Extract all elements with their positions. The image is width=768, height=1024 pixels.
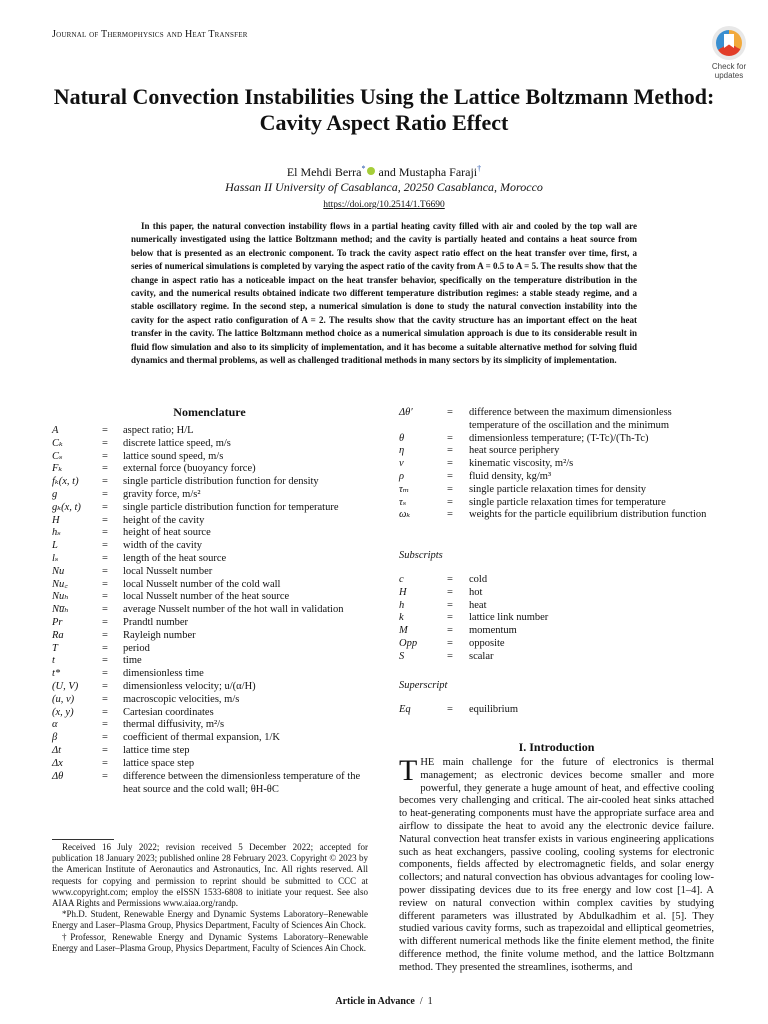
nomenclature-definition: local Nusselt number bbox=[123, 565, 213, 577]
paper-title: Natural Convection Instabilities Using the Lattice Boltzmann Method: Cavity Aspect Ratio Effect bbox=[53, 84, 715, 135]
nomenclature-equals: = bbox=[102, 489, 108, 500]
nomenclature-definition: local Nusselt number of the heat source bbox=[123, 591, 290, 603]
nomenclature-symbol: A bbox=[52, 425, 59, 436]
nomenclature-definition: discrete lattice speed, m/s bbox=[123, 437, 231, 449]
nomenclature-definition: dimensionless velocity; u/(α/H) bbox=[123, 681, 256, 692]
nomenclature-symbol: H bbox=[399, 586, 407, 598]
nomenclature-definition: gravity force, m/s² bbox=[123, 489, 201, 500]
nomenclature-symbol: ρ bbox=[399, 471, 405, 482]
nomenclature-symbol: (U, V) bbox=[52, 681, 79, 692]
footer-label: Article in Advance bbox=[335, 996, 415, 1007]
author-2: Mustapha Faraji bbox=[398, 165, 478, 179]
nomenclature-equals: = bbox=[102, 757, 108, 769]
nomenclature-definition: local Nusselt number of the cold wall bbox=[123, 578, 281, 590]
subscripts-heading: Subscripts bbox=[399, 550, 443, 561]
nomenclature-symbol: c bbox=[399, 574, 404, 585]
nomenclature-equals: = bbox=[102, 745, 108, 756]
nomenclature-equals: = bbox=[447, 612, 453, 624]
badge-line2: updates bbox=[714, 71, 744, 80]
footnote-author-1: *Ph.D. Student, Renewable Energy and Dynamic Systems Laboratory–Renewable Energy and Laser–Plasma Group, Physics Department, Faculty of Sciences Ain Chock. bbox=[52, 909, 368, 931]
footnote-author-2: †Professor, Renewable Energy and Dynamic Systems Laboratory–Renewable Energy and Laser–Plasma Group, Physics Department, Faculty of Sciences Ain Chock. bbox=[52, 931, 368, 953]
nomenclature-definition: width of the cavity bbox=[123, 540, 203, 552]
nomenclature-definition: scalar bbox=[469, 650, 494, 662]
badge-line1: Check for bbox=[711, 62, 747, 71]
bookmark-icon bbox=[712, 26, 746, 60]
author-2-footnote-mark[interactable]: † bbox=[477, 164, 482, 173]
nomenclature-definition: difference between the maximum dimensionless temperature of the oscillation and the minimum bbox=[469, 407, 672, 431]
nomenclature-equals: = bbox=[102, 463, 108, 475]
footnote-divider bbox=[52, 839, 114, 840]
nomenclature-equals: = bbox=[102, 732, 108, 744]
nomenclature-equals: = bbox=[102, 437, 108, 449]
nomenclature-symbol: Δθ′ bbox=[399, 407, 413, 418]
nomenclature-symbol: g bbox=[52, 489, 58, 500]
nomenclature-definition: equilibrium bbox=[469, 704, 518, 715]
nomenclature-equals: = bbox=[447, 471, 453, 482]
nomenclature-symbol: k bbox=[399, 612, 404, 624]
nomenclature-equals: = bbox=[102, 706, 108, 718]
check-for-updates-badge[interactable] bbox=[704, 26, 754, 82]
nomenclature-title: Nomenclature bbox=[173, 405, 246, 419]
page-number: 1 bbox=[427, 996, 433, 1007]
nomenclature-symbol: Nu̅ₕ bbox=[52, 604, 69, 616]
nomenclature-equals: = bbox=[102, 681, 108, 692]
nomenclature-definition: time bbox=[123, 655, 142, 667]
nomenclature-symbol: lₛ bbox=[52, 553, 59, 564]
nomenclature-symbol: t bbox=[52, 655, 55, 667]
authors bbox=[0, 164, 768, 180]
nomenclature-equals: = bbox=[447, 625, 453, 637]
nomenclature-equals: = bbox=[447, 599, 453, 611]
nomenclature-definition: single particle distribution function for temperature bbox=[123, 501, 339, 513]
nomenclature-equals: = bbox=[102, 514, 108, 526]
nomenclature-definition: single particle relaxation times for density bbox=[469, 483, 646, 495]
nomenclature-definition: weights for the particle equilibrium distribution function bbox=[469, 509, 707, 521]
nomenclature-equals: = bbox=[447, 496, 453, 508]
nomenclature-symbol: ωₖ bbox=[399, 509, 411, 521]
nomenclature-equals: = bbox=[102, 578, 108, 590]
nomenclature-definition: Rayleigh number bbox=[123, 629, 196, 641]
nomenclature-symbol: Nu bbox=[52, 565, 65, 577]
nomenclature-symbol: Ra bbox=[52, 629, 64, 641]
nomenclature-symbol: Eq bbox=[399, 704, 411, 715]
abstract: In this paper, the natural convection instability flows in a partial heating cavity filled with air and cooled by the top wall are numerically investigated using the lattice Boltzmann method; and the cavity is partially heated and contains a heat source from below that is presented as an electronic component. To track the cavity aspect ratio effect on the heat transfer over time, first, a series of numerical simulations is completed by varying the aspect ratio of the cavity from A = 0.5 to A = 5. The results show that the change in aspect ratio has a noticeable impact on the heat transfer behavior, specifically on the temperature distribution in the cavity, and the numerical results obtained indicate two different temperature distribution regimes: a stable steady regime, and a stable oscillatory regime. In the second step, a numerical simulation is done to study the natural convection instability into the cavity for the aspect ratio configuration of A = 2. The results show that the cavity structure has an important effect on the heat transfer in the cavity. The lattice Boltzmann method choice as a numerical simulation approach is due to its considerable result in fluid flow simulation and also to its simplicity of implementation, and it has become a suitable alternative method for solving fluid dynamics and thermal problems, as well as challenged traditional methods in many sectors by its simplicity of implementation. bbox=[131, 221, 637, 366]
nomenclature-symbol: H bbox=[52, 514, 60, 526]
nomenclature-symbol: η bbox=[399, 445, 405, 457]
footnotes bbox=[52, 842, 368, 954]
nomenclature-symbol: h bbox=[399, 599, 405, 611]
nomenclature-symbol: Pr bbox=[52, 617, 63, 628]
nomenclature-definition: thermal diffusivity, m²/s bbox=[123, 719, 225, 731]
nomenclature-symbol: ν bbox=[399, 458, 404, 470]
nomenclature-equals: = bbox=[102, 450, 108, 462]
nomenclature-definition: heat source periphery bbox=[469, 445, 560, 457]
nomenclature-equals: = bbox=[447, 483, 453, 495]
author-1: El Mehdi Berra bbox=[286, 165, 362, 179]
nomenclature-symbol: fₖ(x, t) bbox=[52, 476, 79, 488]
nomenclature-equals: = bbox=[102, 693, 108, 705]
doi-link[interactable]: https://doi.org/10.2514/1.T6690 bbox=[323, 200, 445, 210]
nomenclature-equals: = bbox=[102, 527, 108, 539]
nomenclature-equals: = bbox=[102, 540, 108, 552]
nomenclature-symbol: (x, y) bbox=[52, 706, 74, 718]
nomenclature-equals: = bbox=[447, 407, 453, 418]
nomenclature-symbol: L bbox=[52, 540, 58, 552]
nomenclature-definition: Prandtl number bbox=[123, 617, 189, 628]
nomenclature-symbol: τₘ bbox=[399, 483, 410, 495]
nomenclature-definition: single particle relaxation times for temperature bbox=[469, 496, 666, 508]
footer-separator: / bbox=[419, 996, 423, 1007]
nomenclature-equals: = bbox=[102, 604, 108, 616]
footnote-received: Received 16 July 2022; revision received 5 December 2022; accepted for publication 18 January 2023; published online 28 February 2023. Copyright © 2023 by the American Institute of Aeronautics and Astronautics, Inc. All rights reserved. All requests for copying and permission to reprint should be submitted to CCC at www.copyright.com; employ the eISSN 1533-6808 to initiate your request. See also AIAA Rights and Permissions www.aiaa.org/randp. bbox=[52, 842, 368, 909]
nomenclature-equals: = bbox=[447, 638, 453, 649]
nomenclature-definition: difference between the dimensionless temperature of the heat source and the cold wall; θH-θC bbox=[123, 770, 361, 795]
journal-name: Journal of Thermophysics and Heat Transfer bbox=[52, 29, 248, 40]
nomenclature-definition: macroscopic velocities, m/s bbox=[123, 693, 240, 705]
nomenclature-definition: cold bbox=[469, 574, 488, 585]
section-heading: I. Introduction bbox=[518, 740, 595, 754]
nomenclature-equals: = bbox=[102, 591, 108, 603]
affiliation: Hassan II University of Casablanca, 20250 Casablanca, Morocco bbox=[225, 180, 543, 194]
nomenclature-symbol: Nu꜀ bbox=[52, 578, 68, 590]
nomenclature-definition: lattice sound speed, m/s bbox=[123, 450, 224, 462]
nomenclature-equals: = bbox=[447, 432, 453, 444]
nomenclature-symbol: Cₛ bbox=[52, 450, 63, 462]
nomenclature-definition: external force (buoyancy force) bbox=[123, 463, 256, 475]
badge-text bbox=[704, 62, 754, 80]
nomenclature-equals: = bbox=[102, 553, 108, 564]
nomenclature-symbol: β bbox=[52, 732, 58, 744]
nomenclature-symbol: Fₖ bbox=[52, 463, 63, 475]
introduction-body: HE main challenge for the future of electronics is thermal management; as electronic devices become smaller and more powerful, they generate a huge amount of heat, and effective cooling becomes very challenging and critical. The air-cooled heat sinks attached to heat-generating components must have the appropriate surface area and airflow to dissipate the heat to avoid any the electronic device failure. Natural convection heat transfer exists in various engineering applications such as heat exchangers, passive cooling, cooling systems for electronic components, fields affected by electromagnetic fields, and solar energy collectors; and natural convection has obvious advantages for cooling low-power dissipating devices due to its free energy and low cost [1–4]. A review on natural convection within complex cavities by studying different parameters was illustrated by Abdulkadhim et al. [5]. They studied various cavity forms, such as trapezoidal and elliptical geometries, with different numerical methods like the finite element method, the finite difference method, the finite volume method, and the lattice Boltzmann method. They presented the streamlines, isotherms, and bbox=[399, 757, 714, 973]
nomenclature-symbol: Opp bbox=[399, 638, 418, 649]
drop-cap: T bbox=[399, 754, 418, 787]
nomenclature-definition: lattice link number bbox=[469, 612, 549, 624]
superscript-heading: Superscript bbox=[399, 680, 448, 691]
nomenclature-equals: = bbox=[102, 476, 108, 488]
nomenclature-definition: fluid density, kg/m³ bbox=[469, 471, 552, 482]
page-footer bbox=[0, 996, 768, 1007]
nomenclature-definition: Cartesian coordinates bbox=[123, 706, 214, 718]
nomenclature-equals: = bbox=[102, 629, 108, 641]
nomenclature-equals: = bbox=[102, 655, 108, 667]
author-1-footnote-mark[interactable]: * bbox=[361, 164, 366, 173]
nomenclature-equals: = bbox=[102, 770, 108, 782]
nomenclature-symbol: Δθ bbox=[52, 770, 64, 782]
nomenclature-symbol: α bbox=[52, 719, 58, 731]
nomenclature-symbol: S bbox=[399, 650, 405, 662]
nomenclature-equals: = bbox=[102, 617, 108, 628]
nomenclature-equals: = bbox=[102, 719, 108, 731]
nomenclature-symbol: θ bbox=[399, 432, 405, 444]
nomenclature-equals: = bbox=[447, 704, 453, 715]
nomenclature-definition: dimensionless temperature; (T-Tc)/(Th-Tc) bbox=[469, 432, 649, 444]
nomenclature-equals: = bbox=[447, 509, 453, 521]
nomenclature-equals: = bbox=[102, 668, 108, 680]
nomenclature-definition: average Nusselt number of the hot wall in validation bbox=[123, 604, 344, 616]
nomenclature-equals: = bbox=[447, 574, 453, 585]
introduction-text bbox=[399, 754, 714, 975]
nomenclature-symbol: gₖ(x, t) bbox=[52, 501, 81, 513]
nomenclature-equals: = bbox=[447, 650, 453, 662]
nomenclature-equals: = bbox=[102, 501, 108, 513]
nomenclature-equals: = bbox=[447, 445, 453, 457]
nomenclature-definition: period bbox=[123, 642, 150, 654]
nomenclature-definition: aspect ratio; H/L bbox=[123, 425, 194, 436]
orcid-icon[interactable] bbox=[367, 167, 375, 175]
nomenclature-symbol: (u, v) bbox=[52, 693, 75, 705]
nomenclature-definition: momentum bbox=[469, 625, 517, 637]
nomenclature-definition: height of the cavity bbox=[123, 514, 205, 526]
nomenclature-definition: height of heat source bbox=[123, 527, 211, 539]
nomenclature-symbol: M bbox=[399, 625, 408, 637]
doi[interactable] bbox=[0, 200, 768, 210]
nomenclature-symbol: T bbox=[52, 642, 58, 654]
nomenclature-definition: dimensionless time bbox=[123, 668, 204, 680]
nomenclature-definition: single particle distribution function for density bbox=[123, 476, 319, 488]
nomenclature-definition: opposite bbox=[469, 638, 505, 649]
nomenclature-symbol: Δt bbox=[52, 745, 62, 756]
nomenclature-definition: length of the heat source bbox=[123, 553, 227, 564]
nomenclature-symbol: τₛ bbox=[399, 496, 407, 508]
nomenclature-definition: lattice space step bbox=[123, 757, 195, 769]
nomenclature-symbol: Nuₕ bbox=[52, 591, 69, 603]
nomenclature-equals: = bbox=[102, 425, 108, 436]
nomenclature-definition: coefficient of thermal expansion, 1/K bbox=[123, 732, 280, 744]
nomenclature-definition: heat bbox=[469, 599, 487, 611]
nomenclature-definition: lattice time step bbox=[123, 745, 190, 756]
nomenclature-definition: kinematic viscosity, m²/s bbox=[469, 458, 574, 470]
nomenclature-definition: hot bbox=[469, 586, 483, 598]
nomenclature-equals: = bbox=[102, 565, 108, 577]
nomenclature-equals: = bbox=[102, 642, 108, 654]
authors-conjunction: and bbox=[378, 165, 396, 179]
nomenclature-symbol: hₛ bbox=[52, 527, 61, 539]
nomenclature-symbol: Δx bbox=[52, 757, 63, 769]
nomenclature-symbol: Cₖ bbox=[52, 437, 63, 449]
nomenclature-symbol: t* bbox=[52, 668, 61, 680]
nomenclature-equals: = bbox=[447, 586, 453, 598]
nomenclature-equals: = bbox=[447, 458, 453, 470]
